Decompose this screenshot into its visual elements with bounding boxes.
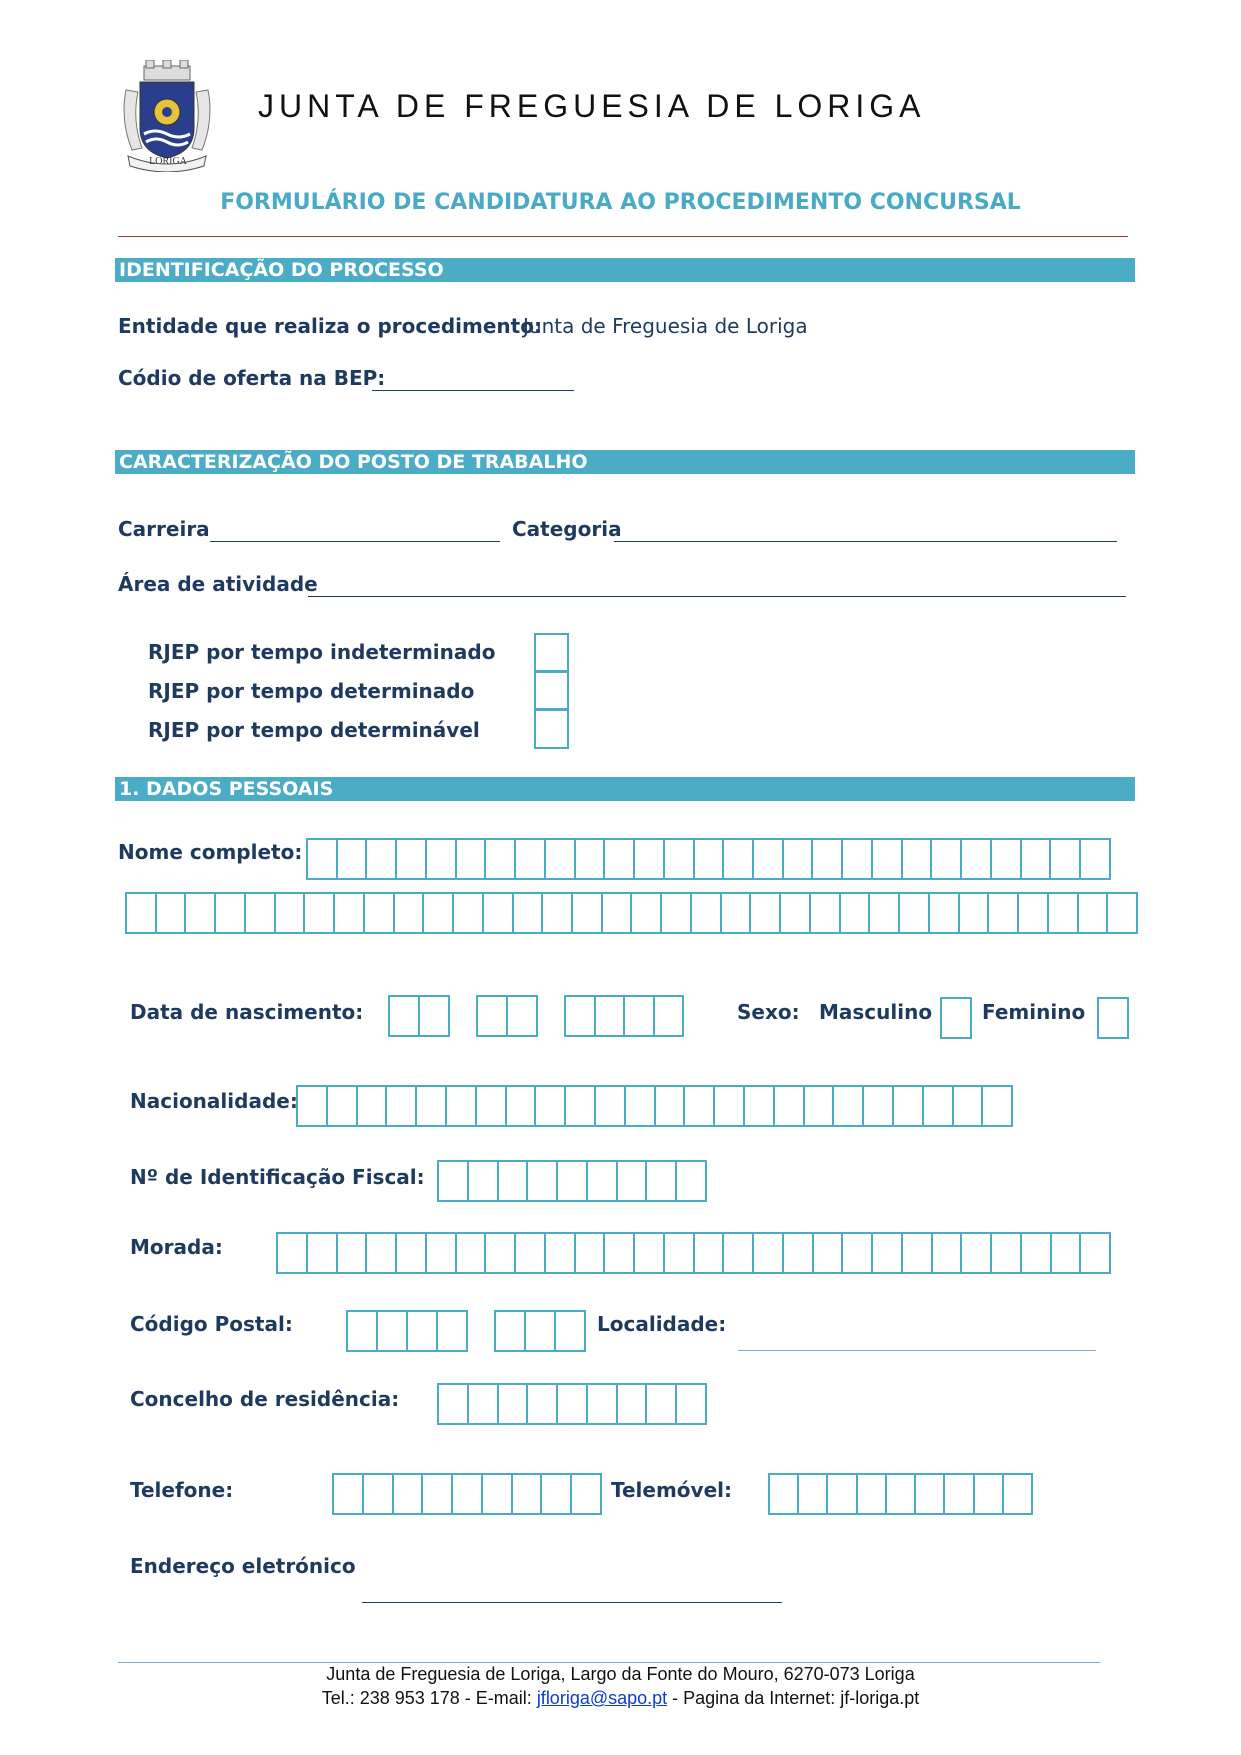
char-cell[interactable] [665, 840, 695, 878]
char-cell[interactable] [983, 1087, 1011, 1125]
char-cell[interactable] [975, 1475, 1004, 1513]
char-cell[interactable] [423, 1475, 453, 1513]
char-cell[interactable] [127, 894, 157, 932]
form-title: FORMULÁRIO DE CANDIDATURA AO PROCEDIMENTO CONCURSAL [220, 190, 1021, 215]
char-cell[interactable] [338, 1234, 368, 1272]
char-cell[interactable] [596, 997, 626, 1035]
nome-boxes-row1[interactable] [306, 838, 1111, 880]
codigo-bep-field[interactable] [372, 390, 574, 391]
char-cell[interactable] [989, 894, 1019, 932]
char-cell[interactable] [924, 1087, 954, 1125]
char-cell[interactable] [1052, 1234, 1082, 1272]
char-cell[interactable] [677, 1385, 705, 1423]
char-cell[interactable] [348, 1312, 378, 1350]
char-cell[interactable] [1108, 894, 1136, 932]
nome-boxes-row2[interactable] [125, 892, 1138, 934]
char-cell[interactable] [754, 840, 784, 878]
char-cell[interactable] [784, 1234, 814, 1272]
char-cell[interactable] [334, 1475, 364, 1513]
char-cell[interactable] [417, 1087, 447, 1125]
rjep-indeterminado-checkbox[interactable] [534, 633, 569, 672]
header-title: JUNTA DE FREGUESIA DE LORIGA [258, 88, 926, 124]
char-cell[interactable] [566, 1087, 596, 1125]
char-cell[interactable] [695, 840, 725, 878]
char-cell[interactable] [298, 1087, 328, 1125]
entidade-value: Junta de Freguesia de Loriga [523, 314, 808, 338]
char-cell[interactable] [516, 840, 546, 878]
codigo-postal-boxes-1[interactable] [346, 1310, 468, 1352]
nif-label: Nº de Identificação Fiscal: [130, 1165, 425, 1189]
char-cell[interactable] [992, 1234, 1022, 1272]
localidade-field[interactable] [738, 1350, 1096, 1351]
char-cell[interactable] [618, 1162, 648, 1200]
char-cell[interactable] [596, 1087, 626, 1125]
sexo-label: Sexo: [737, 1000, 800, 1024]
char-cell[interactable] [408, 1312, 438, 1350]
char-cell[interactable] [358, 1087, 388, 1125]
section-identificacao: IDENTIFICAÇÃO DO PROCESSO [115, 258, 1135, 282]
char-cell[interactable] [605, 1234, 635, 1272]
char-cell[interactable] [397, 1234, 427, 1272]
char-cell[interactable] [576, 1234, 606, 1272]
char-cell[interactable] [692, 894, 722, 932]
email-label: Endereço eletrónico [130, 1554, 356, 1578]
char-cell[interactable] [873, 1234, 903, 1272]
footer-tel: Tel.: 238 953 178 - E-mail: [321, 1688, 537, 1708]
masculino-label: Masculino [819, 1000, 933, 1024]
concelho-label: Concelho de residência: [130, 1387, 400, 1411]
nascimento-mes-boxes[interactable] [476, 995, 538, 1037]
email-field[interactable] [362, 1602, 782, 1603]
char-cell[interactable] [536, 1087, 566, 1125]
char-cell[interactable] [903, 840, 933, 878]
char-cell[interactable] [528, 1162, 558, 1200]
nacionalidade-label: Nacionalidade: [130, 1089, 298, 1113]
char-cell[interactable] [328, 1087, 358, 1125]
char-cell[interactable] [305, 894, 335, 932]
nascimento-label: Data de nascimento: [130, 1000, 364, 1024]
categoria-label: Categoria [512, 517, 622, 541]
carreira-label: Carreira [118, 517, 210, 541]
char-cell[interactable] [811, 894, 841, 932]
entidade-label: Entidade que realiza o procedimento: [118, 314, 542, 338]
char-cell[interactable] [483, 1475, 513, 1513]
char-cell[interactable] [992, 840, 1022, 878]
masculino-checkbox[interactable] [940, 997, 972, 1039]
char-cell[interactable] [887, 1475, 916, 1513]
char-cell[interactable] [499, 1385, 529, 1423]
char-cell[interactable] [843, 840, 873, 878]
char-cell[interactable] [722, 894, 752, 932]
char-cell[interactable] [745, 1087, 775, 1125]
char-cell[interactable] [724, 1234, 754, 1272]
char-cell[interactable] [556, 1312, 584, 1350]
char-cell[interactable] [558, 1162, 588, 1200]
char-cell[interactable] [516, 1234, 546, 1272]
char-cell[interactable] [632, 894, 662, 932]
char-cell[interactable] [335, 894, 365, 932]
char-cell[interactable] [626, 1087, 656, 1125]
char-cell[interactable] [484, 894, 514, 932]
char-cell[interactable] [397, 840, 427, 878]
char-cell[interactable] [566, 997, 596, 1035]
char-cell[interactable] [695, 1234, 725, 1272]
char-cell[interactable] [916, 1475, 945, 1513]
char-cell[interactable] [662, 894, 692, 932]
char-cell[interactable] [499, 1162, 529, 1200]
char-cell[interactable] [605, 840, 635, 878]
char-cell[interactable] [781, 894, 811, 932]
rjep-determinavel-label: RJEP por tempo determinável [148, 718, 480, 742]
char-cell[interactable] [338, 840, 368, 878]
char-cell[interactable] [962, 1234, 992, 1272]
char-cell[interactable] [507, 1087, 537, 1125]
char-cell[interactable] [558, 1385, 588, 1423]
char-cell[interactable] [775, 1087, 805, 1125]
char-cell[interactable] [367, 840, 397, 878]
morada-label: Morada: [130, 1235, 223, 1259]
char-cell[interactable] [390, 997, 420, 1035]
char-cell[interactable] [864, 1087, 894, 1125]
char-cell[interactable] [647, 1162, 677, 1200]
char-cell[interactable] [1079, 894, 1109, 932]
char-cell[interactable] [513, 1475, 543, 1513]
char-cell[interactable] [1049, 894, 1079, 932]
section-dados-pessoais: 1. DADOS PESSOAIS [115, 777, 1135, 801]
crest-banner-text: LORIGA [149, 156, 187, 167]
char-cell[interactable] [526, 1312, 556, 1350]
char-cell[interactable] [439, 1162, 469, 1200]
char-cell[interactable] [665, 1234, 695, 1272]
char-cell[interactable] [715, 1087, 745, 1125]
char-cell[interactable] [828, 1475, 857, 1513]
char-cell[interactable] [770, 1475, 799, 1513]
char-cell[interactable] [514, 894, 544, 932]
rjep-determinado-label: RJEP por tempo determinado [148, 679, 475, 703]
char-cell[interactable] [453, 1475, 483, 1513]
char-cell[interactable] [873, 840, 903, 878]
char-cell[interactable] [1022, 840, 1052, 878]
char-cell[interactable] [276, 894, 306, 932]
char-cell[interactable] [754, 1234, 784, 1272]
char-cell[interactable] [962, 840, 992, 878]
char-cell[interactable] [278, 1234, 308, 1272]
char-cell[interactable] [870, 894, 900, 932]
char-cell[interactable] [427, 840, 457, 878]
char-cell[interactable] [841, 894, 871, 932]
char-cell[interactable] [843, 1234, 873, 1272]
char-cell[interactable] [894, 1087, 924, 1125]
char-cell[interactable] [677, 1162, 705, 1200]
char-cell[interactable] [635, 1234, 665, 1272]
rjep-indeterminado-label: RJEP por tempo indeterminado [148, 640, 496, 664]
char-cell[interactable] [447, 1087, 477, 1125]
feminino-checkbox[interactable] [1097, 997, 1129, 1039]
char-cell[interactable] [656, 1087, 686, 1125]
char-cell[interactable] [427, 1234, 457, 1272]
char-cell[interactable] [546, 1234, 576, 1272]
char-cell[interactable] [424, 894, 454, 932]
char-cell[interactable] [367, 1234, 397, 1272]
footer-contacts [0, 1688, 1241, 1709]
char-cell[interactable] [395, 894, 425, 932]
char-cell[interactable] [186, 894, 216, 932]
char-cell[interactable] [635, 840, 665, 878]
char-cell[interactable] [420, 997, 448, 1035]
telemovel-label: Telemóvel: [611, 1478, 733, 1502]
telefone-boxes[interactable] [332, 1473, 602, 1515]
char-cell[interactable] [308, 840, 338, 878]
localidade-label: Localidade: [597, 1312, 727, 1336]
char-cell[interactable] [308, 1234, 338, 1272]
title-divider [118, 236, 1128, 237]
char-cell[interactable] [576, 840, 606, 878]
char-cell[interactable] [1019, 894, 1049, 932]
char-cell[interactable] [751, 894, 781, 932]
char-cell[interactable] [364, 1475, 394, 1513]
char-cell[interactable] [486, 1234, 516, 1272]
feminino-label: Feminino [982, 1000, 1086, 1024]
area-atividade-field[interactable] [308, 596, 1126, 597]
char-cell[interactable] [655, 997, 683, 1035]
nacionalidade-boxes[interactable] [296, 1085, 1013, 1127]
char-cell[interactable] [814, 1234, 844, 1272]
char-cell[interactable] [784, 840, 814, 878]
codigo-postal-label: Código Postal: [130, 1312, 293, 1336]
char-cell[interactable] [618, 1385, 648, 1423]
morada-boxes[interactable] [276, 1232, 1111, 1274]
char-cell[interactable] [799, 1475, 828, 1513]
section-caracterizacao: CARACTERIZAÇÃO DO POSTO DE TRABALHO [115, 450, 1135, 474]
footer-address: Junta de Freguesia de Loriga, Largo da Fonte do Mouro, 6270-073 Loriga [326, 1664, 915, 1684]
carreira-field[interactable] [210, 541, 500, 542]
char-cell[interactable] [834, 1087, 864, 1125]
char-cell[interactable] [588, 1385, 618, 1423]
char-cell[interactable] [543, 894, 573, 932]
char-cell[interactable] [496, 1312, 526, 1350]
char-cell[interactable] [469, 1385, 499, 1423]
char-cell[interactable] [1051, 840, 1081, 878]
rjep-determinado-checkbox[interactable] [534, 671, 569, 710]
char-cell[interactable] [365, 894, 395, 932]
char-cell[interactable] [439, 1385, 469, 1423]
char-cell[interactable] [932, 840, 962, 878]
char-cell[interactable] [216, 894, 246, 932]
nascimento-dia-boxes[interactable] [388, 995, 450, 1037]
char-cell[interactable] [588, 1162, 618, 1200]
char-cell[interactable] [378, 1312, 408, 1350]
char-cell[interactable] [1081, 840, 1109, 878]
char-cell[interactable] [960, 894, 990, 932]
char-cell[interactable] [387, 1087, 417, 1125]
char-cell[interactable] [945, 1475, 974, 1513]
char-cell[interactable] [457, 840, 487, 878]
char-cell[interactable] [477, 1087, 507, 1125]
char-cell[interactable] [647, 1385, 677, 1423]
char-cell[interactable] [1081, 1234, 1109, 1272]
char-cell[interactable] [900, 894, 930, 932]
char-cell[interactable] [930, 894, 960, 932]
char-cell[interactable] [685, 1087, 715, 1125]
char-cell[interactable] [508, 997, 536, 1035]
char-cell[interactable] [954, 1087, 984, 1125]
char-cell[interactable] [394, 1475, 424, 1513]
char-cell[interactable] [438, 1312, 466, 1350]
char-cell[interactable] [542, 1475, 572, 1513]
concelho-boxes[interactable] [437, 1383, 707, 1425]
footer-web: - Pagina da Internet: jf-loriga.pt [667, 1688, 920, 1708]
crest-logo [118, 60, 216, 172]
char-cell[interactable] [157, 894, 187, 932]
footer-divider [118, 1662, 1100, 1663]
footer-email-link[interactable]: jfloriga@sapo.pt [536, 1688, 668, 1708]
char-cell[interactable] [572, 1475, 600, 1513]
char-cell[interactable] [1022, 1234, 1052, 1272]
char-cell[interactable] [603, 894, 633, 932]
categoria-field[interactable] [614, 541, 1117, 542]
char-cell[interactable] [469, 1162, 499, 1200]
char-cell[interactable] [528, 1385, 558, 1423]
area-atividade-label: Área de atividade [118, 572, 318, 596]
char-cell[interactable] [486, 840, 516, 878]
char-cell[interactable] [724, 840, 754, 878]
char-cell[interactable] [457, 1234, 487, 1272]
char-cell[interactable] [933, 1234, 963, 1272]
char-cell[interactable] [478, 997, 508, 1035]
codigo-bep-label: Códio de oferta na BEP: [118, 366, 386, 390]
char-cell[interactable] [805, 1087, 835, 1125]
char-cell[interactable] [573, 894, 603, 932]
char-cell[interactable] [454, 894, 484, 932]
char-cell[interactable] [1004, 1475, 1031, 1513]
rjep-determinavel-checkbox[interactable] [534, 709, 569, 749]
char-cell[interactable] [903, 1234, 933, 1272]
char-cell[interactable] [246, 894, 276, 932]
codigo-postal-boxes-2[interactable] [494, 1310, 586, 1352]
telefone-label: Telefone: [130, 1478, 234, 1502]
nif-boxes[interactable] [437, 1160, 707, 1202]
char-cell[interactable] [813, 840, 843, 878]
char-cell[interactable] [858, 1475, 887, 1513]
nome-label: Nome completo: [118, 840, 303, 864]
nascimento-ano-boxes[interactable] [564, 995, 684, 1037]
char-cell[interactable] [546, 840, 576, 878]
telemovel-boxes[interactable] [768, 1473, 1033, 1515]
char-cell[interactable] [625, 997, 655, 1035]
